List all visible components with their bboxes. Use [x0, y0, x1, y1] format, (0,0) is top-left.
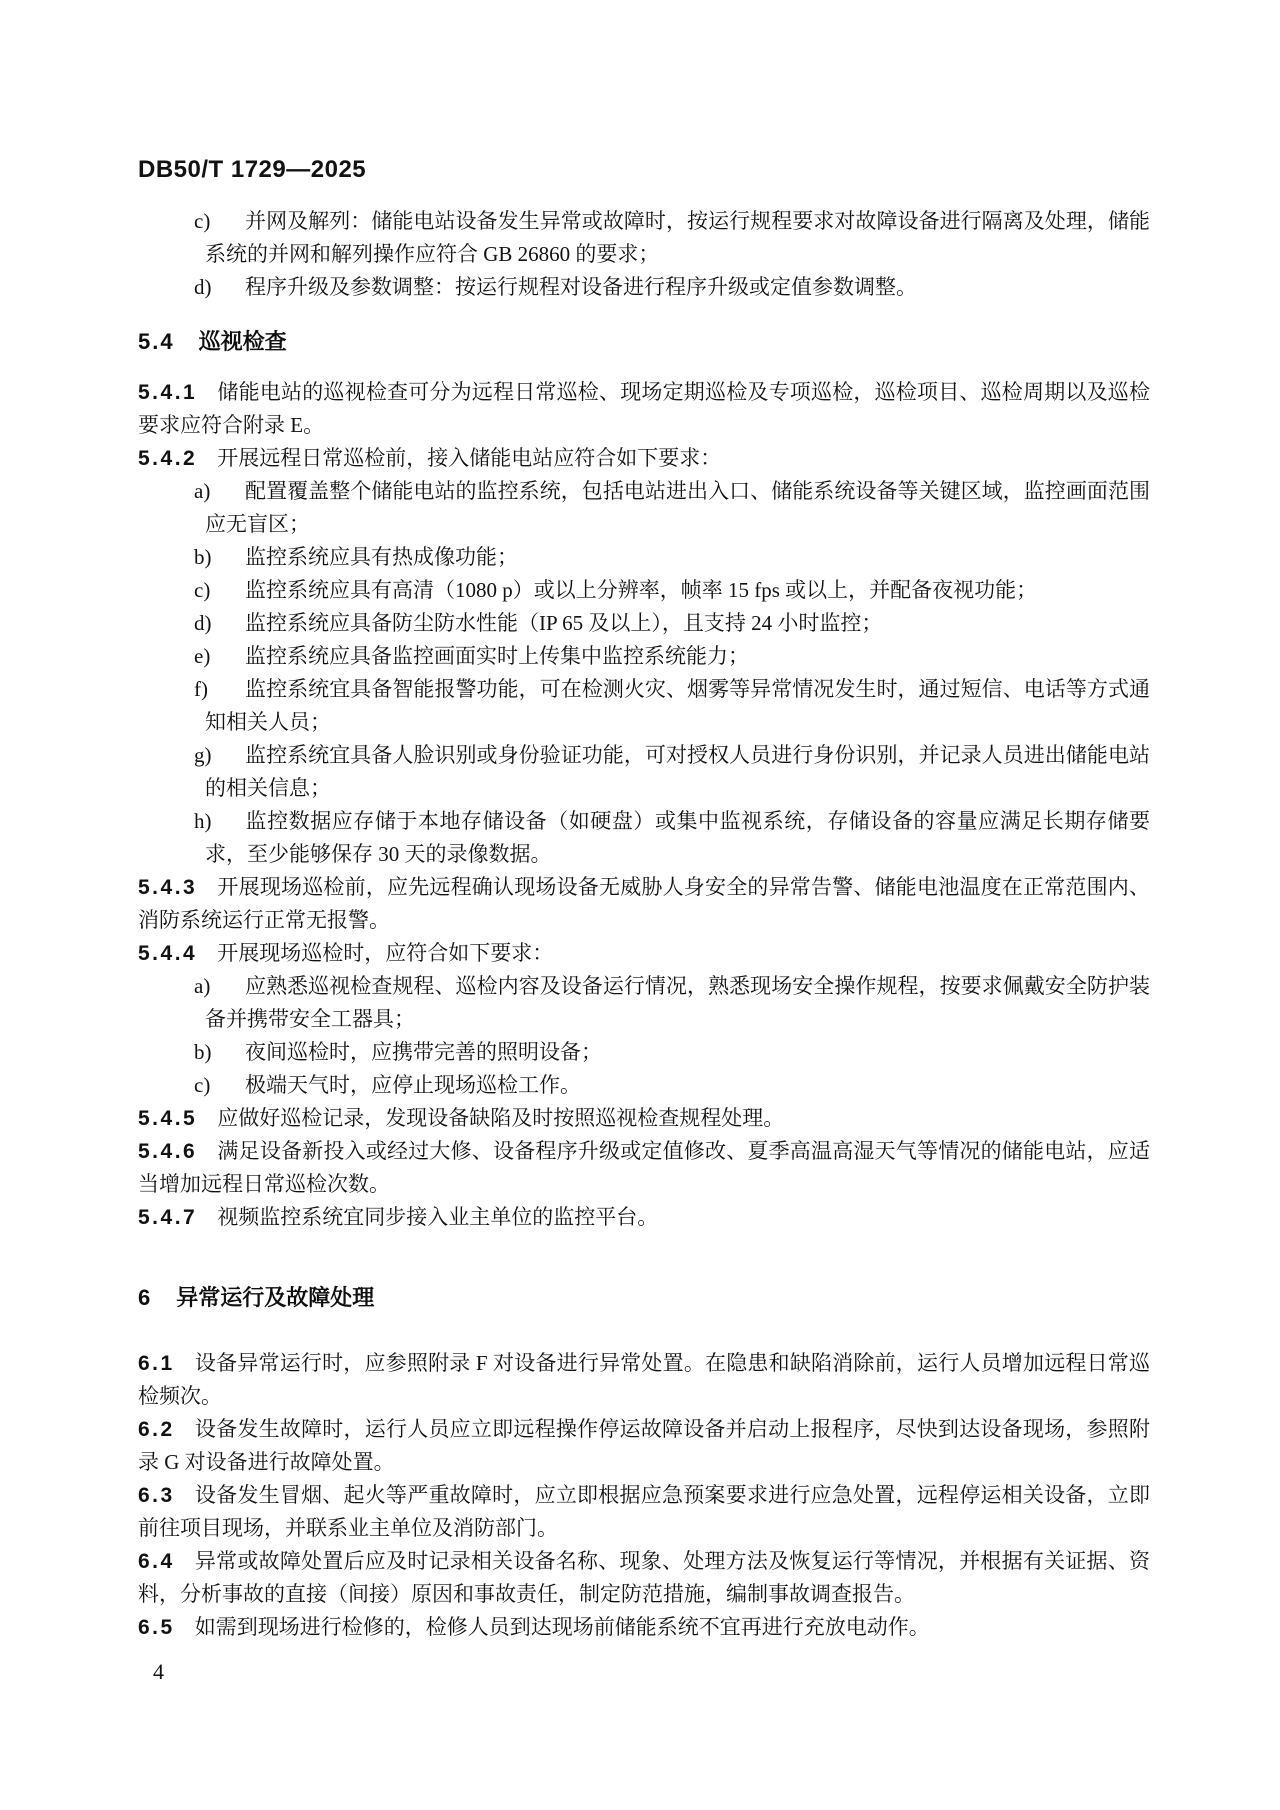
clause-number: 5.4.6	[138, 1140, 198, 1163]
list-item-text: 配置覆盖整个储能电站的监控系统，包括电站进出入口、储能系统设备等关键区域，监控画面范围应无盲区；	[205, 479, 1150, 536]
list-item-text: 监控系统应具有高清（1080 p）或以上分辨率，帧率 15 fps 或以上，并配备夜视功能；	[245, 578, 1038, 602]
clause-text: 储能电站的巡视检查可分为远程日常巡检、现场定期巡检及专项巡检，巡检项目、巡检周期以及巡检要求应符合附录 E。	[138, 380, 1150, 437]
clause-text: 满足设备新投入或经过大修、设备程序升级或定值修改、夏季高温高湿天气等情况的储能电站，应适当增加远程日常巡检次数。	[138, 1139, 1150, 1196]
clause-text: 应做好巡检记录，发现设备缺陷及时按照巡视检查规程处理。	[217, 1106, 785, 1130]
clause-5-4-1	[138, 376, 1150, 442]
document-body	[138, 205, 1150, 1644]
list-item-label: c)	[194, 1073, 211, 1097]
list-item-h-storage	[138, 805, 1150, 871]
list-item-text: 应熟悉巡视检查规程、巡检内容及设备运行情况，熟悉现场安全操作规程，按要求佩戴安全防护装备并携带安全工器具；	[205, 974, 1150, 1031]
clause-number: 5.4.5	[138, 1107, 198, 1130]
list-item-label: f)	[194, 677, 208, 701]
list-item-d-program	[138, 271, 1150, 304]
list-item-text: 夜间巡检时，应携带完善的照明设备；	[245, 1040, 602, 1064]
clause-6-1	[138, 1347, 1150, 1413]
list-item-label: c)	[194, 578, 211, 602]
list-item-text: 监控数据应存储于本地存储设备（如硬盘）或集中监视系统，存储设备的容量应满足长期存储要求，至少能够保存 30 天的录像数据。	[205, 809, 1150, 866]
list-item-label: c)	[194, 209, 211, 233]
clause-6-4	[138, 1545, 1150, 1611]
list-item-label: a)	[194, 974, 211, 998]
list-item-text: 监控系统应具备监控画面实时上传集中监控系统能力；	[245, 644, 749, 668]
clause-5-4-3	[138, 871, 1150, 937]
clause-6-2	[138, 1413, 1150, 1479]
list-item-text: 监控系统应具有热成像功能；	[245, 545, 518, 569]
section-number: 5.4	[138, 329, 175, 354]
clause-number: 5.4.2	[138, 447, 198, 470]
list-item-g-face-id	[138, 739, 1150, 805]
clause-text: 视频监控系统宜同步接入业主单位的监控平台。	[217, 1205, 659, 1229]
list-item-label: a)	[194, 479, 211, 503]
clause-number: 6.3	[138, 1484, 175, 1507]
list-item-e-upload	[138, 640, 1150, 673]
list-item-f-alarm	[138, 673, 1150, 739]
list-item-text: 监控系统宜具备智能报警功能，可在检测火灾、烟雾等异常情况发生时，通过短信、电话等方式通知相关人员；	[205, 677, 1150, 734]
page-number: 4	[153, 1659, 164, 1684]
clause-number: 5.4.7	[138, 1206, 198, 1229]
section-heading-5-4	[138, 325, 1150, 358]
list-item-label: g)	[194, 743, 212, 767]
section-heading-6	[138, 1281, 1150, 1314]
list-item-d-ip65	[138, 607, 1150, 640]
clause-text: 开展远程日常巡检前，接入储能电站应符合如下要求：	[217, 446, 722, 470]
list-item-text: 程序升级及参数调整：按运行规程对设备进行程序升级或定值参数调整。	[245, 275, 917, 299]
list-item-text: 监控系统宜具备人脸识别或身份验证功能，可对授权人员进行身份识别，并记录人员进出储能电站的相关信息；	[205, 743, 1150, 800]
list-item-label: e)	[194, 644, 211, 668]
clause-6-3	[138, 1479, 1150, 1545]
clause-number: 6.1	[138, 1352, 175, 1375]
clause-text: 开展现场巡检时，应符合如下要求：	[217, 941, 554, 965]
clause-text: 设备发生故障时，运行人员应立即远程操作停运故障设备并启动上报程序，尽快到达设备现场，参照附录 G 对设备进行故障处置。	[138, 1417, 1150, 1474]
clause-5-4-6	[138, 1135, 1150, 1201]
clause-text: 开展现场巡检前，应先远程确认现场设备无威胁人身安全的异常告警、储能电池温度在正常范围内、消防系统运行正常无报警。	[138, 875, 1150, 932]
list-item-label: b)	[194, 1040, 212, 1064]
list-item-c-grid	[138, 205, 1150, 271]
clause-5-4-7	[138, 1201, 1150, 1234]
list-item-text: 并网及解列：储能电站设备发生异常或故障时，按运行规程要求对故障设备进行隔离及处理，储能系统的并网和解列操作应符合 GB 26860 的要求；	[205, 209, 1150, 266]
list-item-a-monitoring	[138, 475, 1150, 541]
clause-number: 5.4.3	[138, 876, 198, 899]
clause-5-4-2	[138, 442, 1150, 475]
clause-text: 异常或故障处置后应及时记录相关设备名称、现象、处理方法及恢复运行等情况，并根据有关证据、资料，分析事故的直接（间接）原因和事故责任，制定防范措施，编制事故调查报告。	[138, 1549, 1150, 1606]
list-item-text: 监控系统应具备防尘防水性能（IP 65 及以上），且支持 24 小时监控；	[245, 611, 883, 635]
section-title: 巡视检查	[198, 329, 287, 354]
clause-number: 6.5	[138, 1616, 175, 1639]
list-item-label: d)	[194, 611, 212, 635]
clause-number: 6.2	[138, 1418, 175, 1441]
clause-text: 如需到现场进行检修的，检修人员到达现场前储能系统不宜再进行充放电动作。	[194, 1615, 930, 1639]
list-item-label: h)	[194, 809, 212, 833]
clause-number: 5.4.1	[138, 381, 198, 404]
clause-number: 6.4	[138, 1550, 175, 1573]
section-title: 异常运行及故障处理	[176, 1285, 375, 1310]
clause-5-4-5	[138, 1102, 1150, 1135]
list-item-a-familiar	[138, 970, 1150, 1036]
clause-5-4-4	[138, 937, 1150, 970]
list-item-label: b)	[194, 545, 212, 569]
clause-number: 5.4.4	[138, 942, 198, 965]
clause-text: 设备发生冒烟、起火等严重故障时，应立即根据应急预案要求进行应急处置，远程停运相关设备，立即前往项目现场，并联系业主单位及消防部门。	[138, 1483, 1150, 1540]
list-item-c-resolution	[138, 574, 1150, 607]
list-item-b-thermal	[138, 541, 1150, 574]
clause-6-5	[138, 1611, 1150, 1644]
list-item-label: d)	[194, 275, 212, 299]
doc-number-header: DB50/T 1729—2025	[138, 156, 367, 183]
clause-text: 设备异常运行时，应参照附录 F 对设备进行异常处置。在隐患和缺陷消除前，运行人员增加远程日常巡检频次。	[138, 1351, 1150, 1408]
section-number: 6	[138, 1285, 153, 1310]
list-item-text: 极端天气时，应停止现场巡检工作。	[245, 1073, 581, 1097]
list-item-c-weather	[138, 1069, 1150, 1102]
list-item-b-night	[138, 1036, 1150, 1069]
